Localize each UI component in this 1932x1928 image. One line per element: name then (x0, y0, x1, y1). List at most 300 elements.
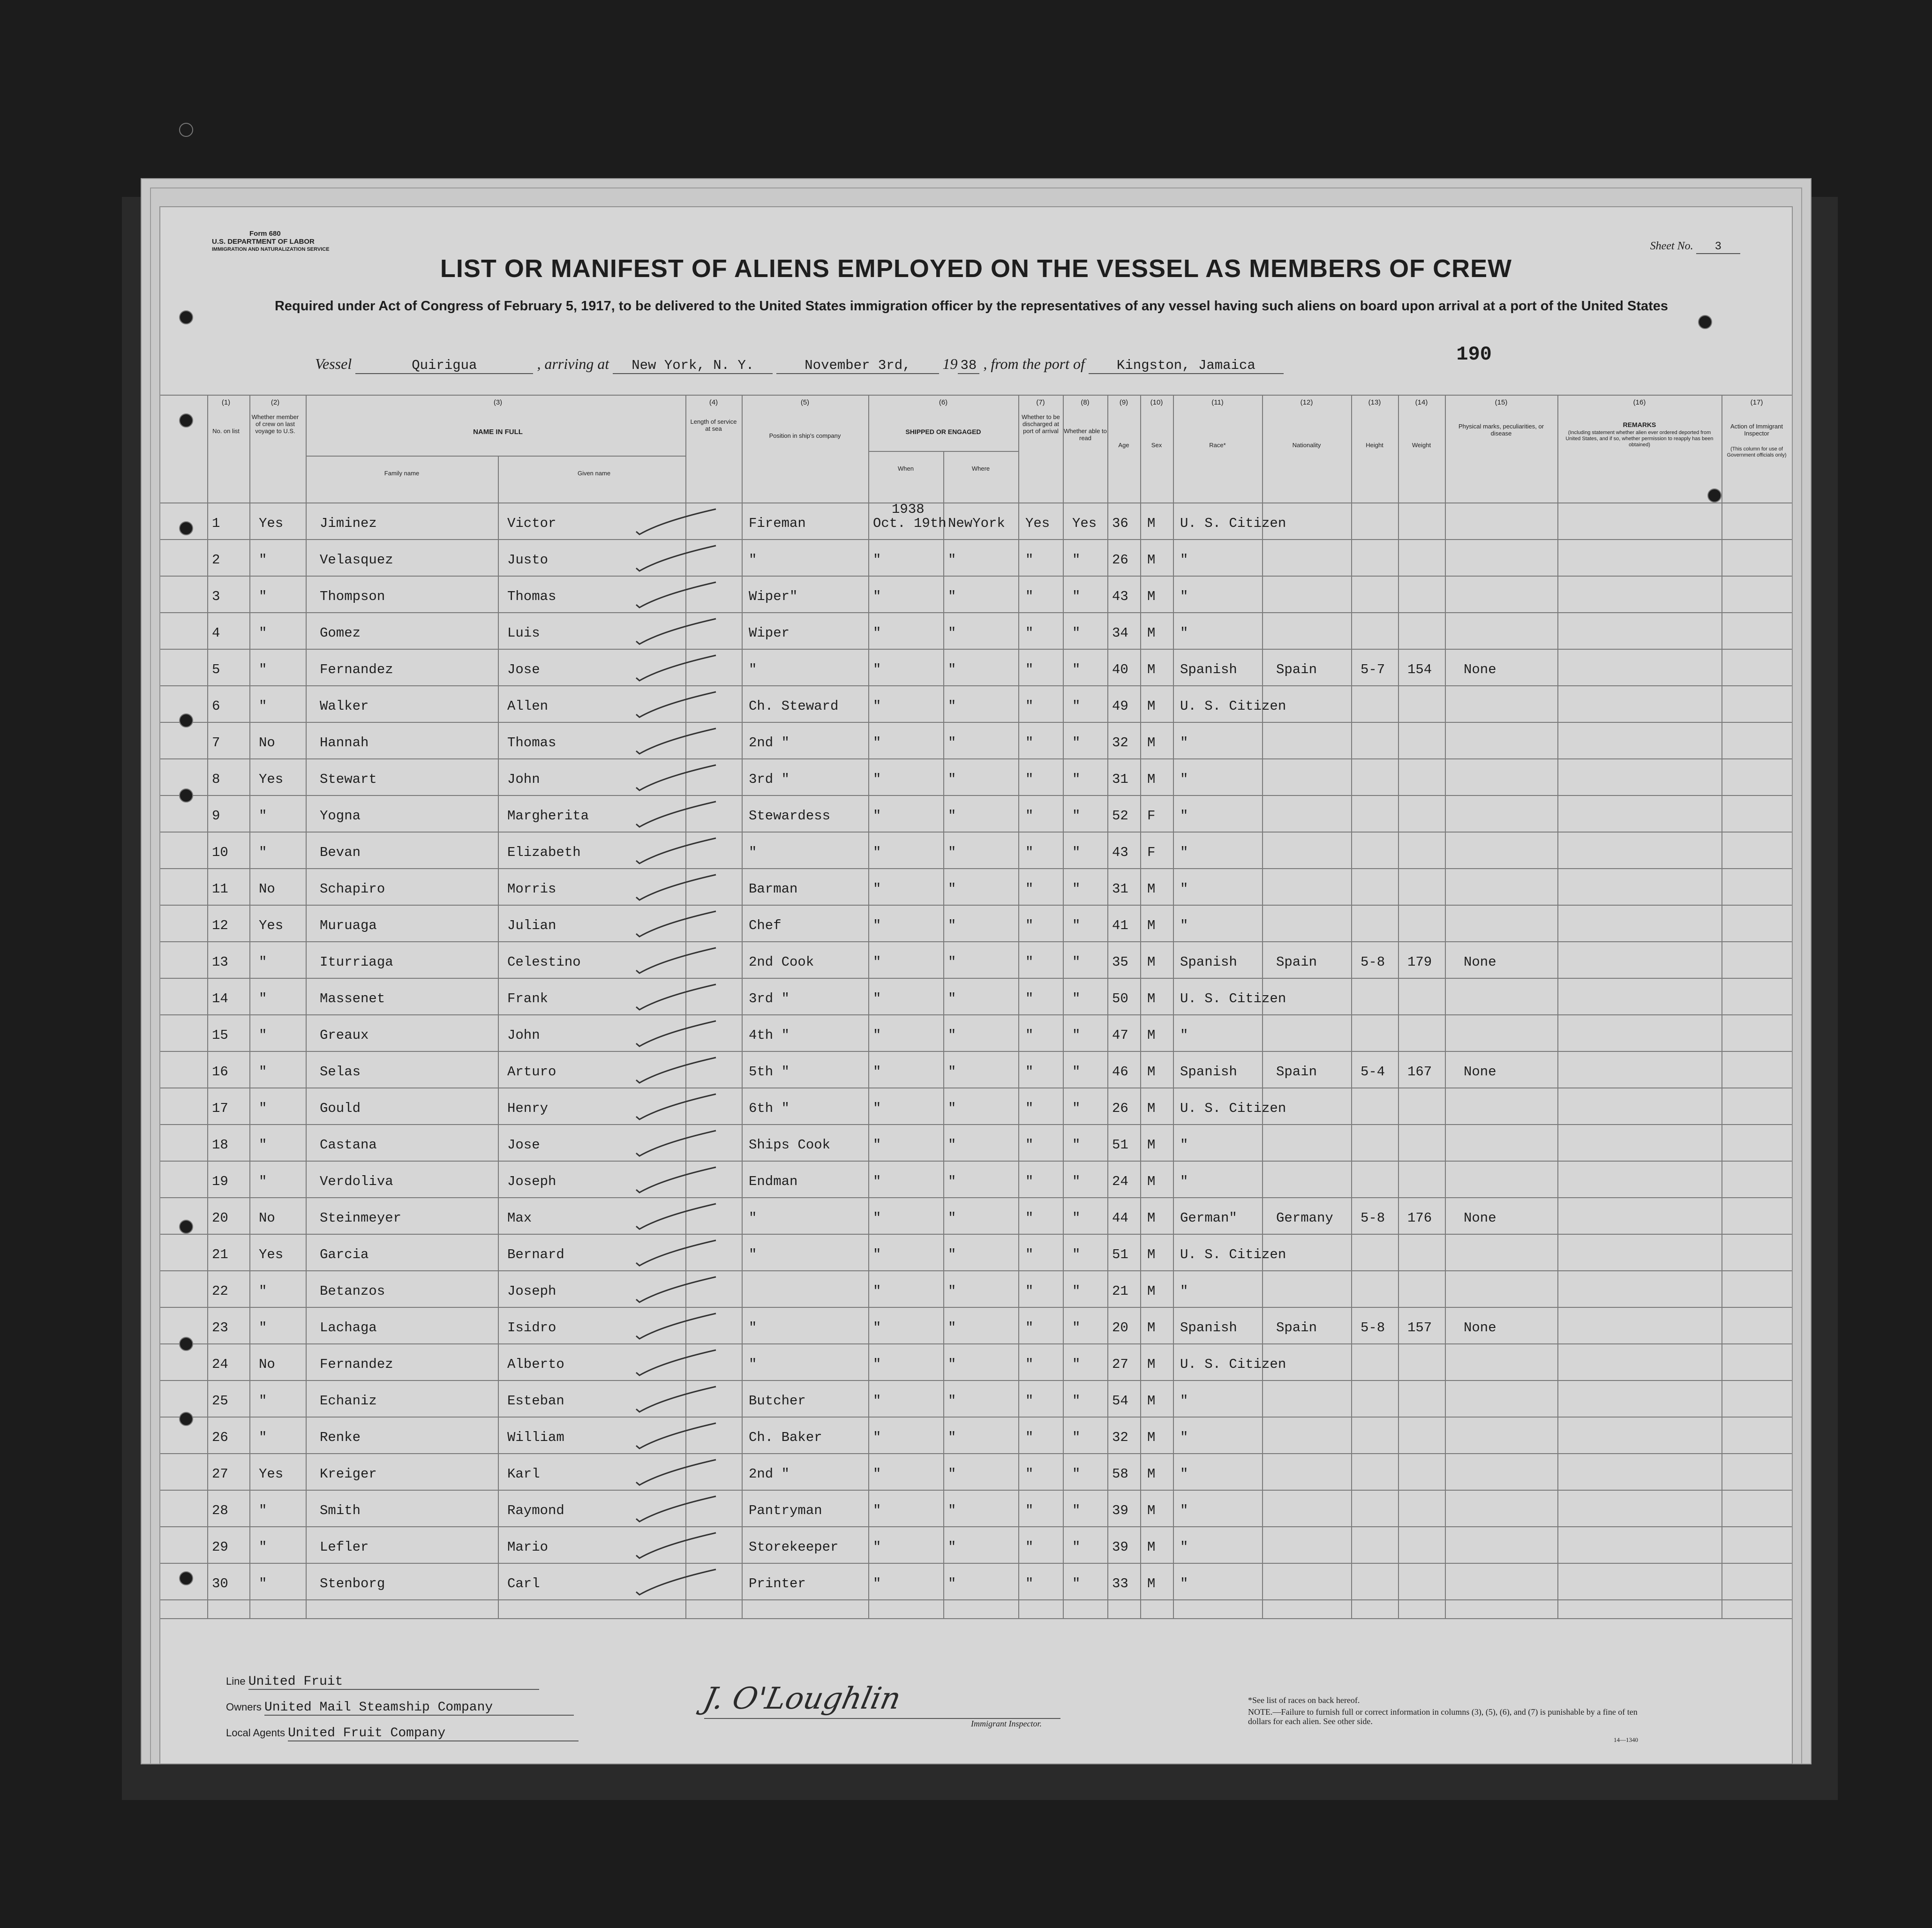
race-cell: " (1180, 772, 1188, 787)
given-name-cell: Margherita (507, 808, 589, 824)
position-cell: Storekeeper (749, 1539, 839, 1555)
able-to-read-cell: " (1072, 1357, 1081, 1372)
shipped-where-cell: " (948, 1357, 956, 1372)
year-suffix: 38 (958, 358, 980, 374)
row-number: 13 (212, 954, 228, 970)
checkmark-icon (634, 1458, 718, 1486)
last-voyage-cell: Yes (259, 516, 284, 531)
shipped-when-cell: " (873, 698, 881, 714)
physical-marks-cell: None (1464, 662, 1496, 677)
given-name-cell: Carl (507, 1576, 540, 1591)
shipped-when-cell: " (873, 1357, 881, 1372)
shipped-where-cell: " (948, 552, 956, 568)
grid-line (160, 1618, 1792, 1619)
position-cell: " (749, 662, 757, 677)
row-number: 16 (212, 1064, 228, 1080)
race-cell: " (1180, 735, 1188, 750)
age-cell: 35 (1112, 954, 1128, 970)
shipped-when-cell: " (873, 625, 881, 641)
able-to-read-cell: " (1072, 1174, 1081, 1189)
sheet-number-value: 3 (1696, 240, 1740, 254)
age-cell: 21 (1112, 1283, 1128, 1299)
row-number: 9 (212, 808, 220, 824)
footer-line (226, 1674, 539, 1690)
discharged-cell: " (1025, 735, 1034, 750)
family-name-cell: Castana (320, 1137, 377, 1153)
table-row (160, 1307, 1792, 1343)
position-cell: Pantryman (749, 1503, 822, 1518)
given-name-cell: William (507, 1430, 564, 1445)
sex-cell: F (1147, 808, 1156, 824)
table-row (160, 722, 1792, 758)
able-to-read-cell: " (1072, 881, 1081, 897)
weight-cell: 154 (1407, 662, 1432, 677)
given-name-cell: Arturo (507, 1064, 556, 1080)
discharged-cell: " (1025, 1357, 1034, 1372)
sex-cell: M (1147, 772, 1156, 787)
discharged-cell: " (1025, 772, 1034, 787)
row-number: 3 (212, 589, 220, 604)
shipped-where-cell: " (948, 1028, 956, 1043)
given-name-cell: Max (507, 1210, 532, 1226)
race-cell: Spanish (1180, 662, 1237, 677)
able-to-read-cell: " (1072, 954, 1081, 970)
race-cell: " (1180, 552, 1188, 568)
row-number: 17 (212, 1101, 228, 1116)
race-cell: U. S. Citizen (1180, 991, 1286, 1006)
shipped-where-cell: " (948, 772, 956, 787)
race-cell: " (1180, 881, 1188, 897)
given-name-cell: Celestino (507, 954, 581, 970)
punch-hole (179, 123, 193, 137)
shipped-where-cell: " (948, 845, 956, 860)
family-name-cell: Garcia (320, 1247, 369, 1262)
shipped-where-cell: " (948, 1210, 956, 1226)
punch-hole (179, 413, 193, 428)
race-cell: " (1180, 1576, 1188, 1591)
table-row (160, 905, 1792, 941)
nationality-cell: Spain (1276, 1064, 1317, 1080)
family-name-cell: Thompson (320, 589, 385, 604)
age-cell: 27 (1112, 1357, 1128, 1372)
checkmark-icon (634, 1494, 718, 1523)
position-cell: Ch. Baker (749, 1430, 822, 1445)
row-number: 19 (212, 1174, 228, 1189)
col-num-3: (3) (493, 398, 503, 406)
position-cell: Butcher (749, 1393, 806, 1409)
given-name-cell: Luis (507, 625, 540, 641)
age-cell: 32 (1112, 735, 1128, 750)
table-row (160, 1051, 1792, 1088)
race-cell: German" (1180, 1210, 1237, 1226)
row-number: 21 (212, 1247, 228, 1262)
checkmark-icon (634, 1129, 718, 1157)
age-cell: 41 (1112, 918, 1128, 933)
discharged-cell: " (1025, 1101, 1034, 1116)
family-name-cell: Massenet (320, 991, 385, 1006)
family-name-cell: Velasquez (320, 552, 393, 568)
last-voyage-cell: " (259, 552, 267, 568)
last-voyage-cell: " (259, 954, 267, 970)
position-cell: Ch. Steward (749, 698, 839, 714)
family-name-cell: Bevan (320, 845, 361, 860)
given-name-cell: Justo (507, 552, 549, 568)
table-row (160, 978, 1792, 1014)
row-number: 4 (212, 625, 220, 641)
last-voyage-cell: " (259, 1503, 267, 1518)
checkmark-icon (634, 1092, 718, 1120)
shipped-when-cell: " (873, 954, 881, 970)
nationality-cell: Spain (1276, 1320, 1317, 1335)
discharged-cell: " (1025, 1283, 1034, 1299)
family-name-cell: Steinmeyer (320, 1210, 402, 1226)
age-cell: 39 (1112, 1539, 1128, 1555)
table-row (160, 941, 1792, 978)
penalty-note: NOTE.—Failure to furnish full or correct information in columns (3), (5), (6), and (7) is punishable by a fine of ten dollars for each alien. See other side. (1248, 1707, 1638, 1726)
checkmark-icon (634, 580, 718, 608)
shipped-where-cell: " (948, 1393, 956, 1409)
age-cell: 24 (1112, 1174, 1128, 1189)
crew-table (160, 395, 1792, 1646)
checkmark-icon (634, 617, 718, 645)
shipped-year-cell: 1938 (892, 502, 925, 517)
able-to-read-cell: " (1072, 845, 1081, 860)
shipped-where-cell: " (948, 881, 956, 897)
row-number: 28 (212, 1503, 228, 1518)
shipped-when-cell: " (873, 589, 881, 604)
race-cell: " (1180, 1283, 1188, 1299)
able-to-read-cell: " (1072, 1283, 1081, 1299)
manifest-sheet (159, 206, 1793, 1764)
grid-line (160, 1599, 1792, 1600)
discharged-cell: " (1025, 1320, 1034, 1335)
shipped-when-cell: " (873, 1320, 881, 1335)
able-to-read-cell: " (1072, 1247, 1081, 1262)
shipped-where-cell: " (948, 808, 956, 824)
checkmark-icon (634, 800, 718, 828)
age-cell: 36 (1112, 516, 1128, 531)
shipped-when-cell: " (873, 1539, 881, 1555)
row-number: 8 (212, 772, 220, 787)
shipped-when-cell: " (873, 1466, 881, 1482)
sex-cell: M (1147, 1283, 1156, 1299)
position-cell: 2nd Cook (749, 954, 814, 970)
row-number: 11 (212, 881, 228, 897)
age-cell: 46 (1112, 1064, 1128, 1080)
table-row (160, 1124, 1792, 1161)
header-age: Age (1118, 442, 1129, 449)
checkmark-icon (634, 1238, 718, 1267)
shipped-where-cell: NewYork (948, 516, 1005, 531)
race-cell: Spanish (1180, 1064, 1237, 1080)
checkmark-icon (634, 1348, 718, 1376)
sex-cell: M (1147, 1539, 1156, 1555)
able-to-read-cell: " (1072, 662, 1081, 677)
position-cell: " (749, 1247, 757, 1262)
header-discharged: Whether to be discharged at port of arrival (1022, 413, 1060, 435)
header-remarks: REMARKS (1623, 421, 1656, 428)
family-name-cell: Smith (320, 1503, 361, 1518)
discharged-cell: " (1025, 589, 1034, 604)
header-when: When (898, 465, 914, 472)
col-num-8: (8) (1081, 398, 1090, 406)
last-voyage-cell: " (259, 808, 267, 824)
last-voyage-cell: " (259, 589, 267, 604)
family-name-cell: Kreiger (320, 1466, 377, 1482)
given-name-cell: Thomas (507, 735, 556, 750)
agents-value: United Fruit Company (288, 1726, 579, 1741)
race-cell: " (1180, 1503, 1188, 1518)
sex-cell: M (1147, 1028, 1156, 1043)
row-number: 29 (212, 1539, 228, 1555)
race-cell: " (1180, 1466, 1188, 1482)
last-voyage-cell: " (259, 845, 267, 860)
position-cell: 2nd " (749, 735, 790, 750)
discharged-cell: " (1025, 552, 1034, 568)
family-name-cell: Greaux (320, 1028, 369, 1043)
sex-cell: M (1147, 1393, 1156, 1409)
sex-cell: M (1147, 662, 1156, 677)
shipped-where-cell: " (948, 1174, 956, 1189)
able-to-read-cell: " (1072, 991, 1081, 1006)
last-voyage-cell: " (259, 1174, 267, 1189)
last-voyage-cell: " (259, 1539, 267, 1555)
physical-marks-cell: None (1464, 1320, 1496, 1335)
able-to-read-cell: " (1072, 1430, 1081, 1445)
discharged-cell: " (1025, 1137, 1034, 1153)
table-row (160, 1417, 1792, 1453)
row-number: 10 (212, 845, 228, 860)
header-height: Height (1366, 442, 1383, 449)
able-to-read-cell: " (1072, 589, 1081, 604)
position-cell: Ships Cook (749, 1137, 831, 1153)
age-cell: 58 (1112, 1466, 1128, 1482)
able-to-read-cell: " (1072, 1137, 1081, 1153)
header-race: Race* (1209, 442, 1226, 449)
header-inspector-note: (This column for use of Government officials only) (1727, 446, 1787, 458)
last-voyage-cell: No (259, 1357, 275, 1372)
able-to-read-cell: " (1072, 735, 1081, 750)
row-number: 6 (212, 698, 220, 714)
col-num-12: (12) (1300, 398, 1313, 406)
last-voyage-cell: " (259, 1576, 267, 1591)
race-cell: U. S. Citizen (1180, 1101, 1286, 1116)
nationality-cell: Germany (1276, 1210, 1333, 1226)
discharged-cell: Yes (1025, 516, 1050, 531)
agents-label: Local Agents (226, 1727, 285, 1739)
punch-hole (179, 521, 193, 535)
shipped-where-cell: " (948, 1466, 956, 1482)
position-cell: Fireman (749, 516, 806, 531)
given-name-cell: Karl (507, 1466, 540, 1482)
page-title: LIST OR MANIFEST OF ALIENS EMPLOYED ON THE VESSEL AS MEMBERS OF CREW (440, 255, 1512, 283)
age-cell: 39 (1112, 1503, 1128, 1518)
age-cell: 49 (1112, 698, 1128, 714)
from-port-label: , from the port of (983, 355, 1085, 372)
family-name-cell: Echaniz (320, 1393, 377, 1409)
given-name-cell: Victor (507, 516, 556, 531)
able-to-read-cell: " (1072, 918, 1081, 933)
row-number: 5 (212, 662, 220, 677)
position-cell: 3rd " (749, 991, 790, 1006)
race-cell: U. S. Citizen (1180, 516, 1286, 531)
discharged-cell: " (1025, 1174, 1034, 1189)
race-cell: " (1180, 625, 1188, 641)
shipped-where-cell: " (948, 1320, 956, 1335)
able-to-read-cell: " (1072, 1210, 1081, 1226)
family-name-cell: Lefler (320, 1539, 369, 1555)
shipped-where-cell: " (948, 662, 956, 677)
sheet-number-field (1650, 240, 1740, 253)
race-cell: Spanish (1180, 954, 1237, 970)
shipped-when-cell: " (873, 662, 881, 677)
col-num-14: (14) (1415, 398, 1428, 406)
year-prefix: 19 (942, 355, 958, 372)
physical-marks-cell: None (1464, 1210, 1496, 1226)
table-row (160, 1563, 1792, 1599)
table-row (160, 685, 1792, 722)
height-cell: 5-7 (1361, 662, 1385, 677)
sex-cell: M (1147, 954, 1156, 970)
discharged-cell: " (1025, 881, 1034, 897)
last-voyage-cell: Yes (259, 918, 284, 933)
shipped-where-cell: " (948, 1283, 956, 1299)
shipped-when-cell: " (873, 1137, 881, 1153)
shipped-when-cell: " (873, 1028, 881, 1043)
row-number: 1 (212, 516, 220, 531)
able-to-read-cell: " (1072, 1466, 1081, 1482)
shipped-where-cell: " (948, 1576, 956, 1591)
discharged-cell: " (1025, 918, 1034, 933)
age-cell: 52 (1112, 808, 1128, 824)
col-num-5: (5) (800, 398, 810, 406)
discharged-cell: " (1025, 1064, 1034, 1080)
family-name-cell: Gomez (320, 625, 361, 641)
table-row (160, 795, 1792, 832)
race-cell: " (1180, 845, 1188, 860)
checkmark-icon (634, 727, 718, 755)
given-name-cell: John (507, 1028, 540, 1043)
weight-cell: 157 (1407, 1320, 1432, 1335)
family-name-cell: Hannah (320, 735, 369, 750)
header-name-in-full: NAME IN FULL (473, 428, 523, 436)
grid-line (160, 395, 1792, 396)
position-cell: Wiper (749, 625, 790, 641)
shipped-when-cell: " (873, 735, 881, 750)
position-cell: " (749, 1357, 757, 1372)
checkmark-icon (634, 1421, 718, 1449)
height-cell: 5-4 (1361, 1064, 1385, 1080)
discharged-cell: " (1025, 1466, 1034, 1482)
checkmark-icon (634, 507, 718, 535)
col-num-11: (11) (1211, 398, 1224, 406)
voyage-line (315, 355, 1284, 373)
able-to-read-cell: " (1072, 808, 1081, 824)
sheet-number-label: Sheet No. (1650, 240, 1693, 252)
last-voyage-cell: " (259, 991, 267, 1006)
shipped-when-cell: " (873, 1283, 881, 1299)
sex-cell: M (1147, 1137, 1156, 1153)
age-cell: 51 (1112, 1137, 1128, 1153)
family-name-cell: Selas (320, 1064, 361, 1080)
punch-hole (179, 713, 193, 728)
inspector-signature (700, 1681, 1060, 1728)
table-row (160, 1343, 1792, 1380)
race-cell: " (1180, 1539, 1188, 1555)
able-to-read-cell: " (1072, 1393, 1081, 1409)
age-cell: 32 (1112, 1430, 1128, 1445)
checkmark-icon (634, 1531, 718, 1559)
discharged-cell: " (1025, 625, 1034, 641)
shipped-where-cell: " (948, 1247, 956, 1262)
position-cell: " (749, 1320, 757, 1335)
last-voyage-cell: " (259, 1283, 267, 1299)
checkmark-icon (634, 909, 718, 938)
shipped-when-cell: " (873, 881, 881, 897)
given-name-cell: Frank (507, 991, 549, 1006)
sex-cell: M (1147, 735, 1156, 750)
family-name-cell: Stenborg (320, 1576, 385, 1591)
last-voyage-cell: Yes (259, 772, 284, 787)
position-cell: Barman (749, 881, 798, 897)
discharged-cell: " (1025, 1576, 1034, 1591)
family-name-cell: Iturriaga (320, 954, 393, 970)
inspector-label: Immigrant Inspector. (971, 1719, 1042, 1728)
family-name-cell: Walker (320, 698, 369, 714)
shipped-when-cell: " (873, 808, 881, 824)
sex-cell: M (1147, 552, 1156, 568)
sex-cell: M (1147, 918, 1156, 933)
races-note: *See list of races on back hereof. (1248, 1695, 1360, 1705)
discharged-cell: " (1025, 1430, 1034, 1445)
discharged-cell: " (1025, 1393, 1034, 1409)
checkmark-icon (634, 836, 718, 864)
age-cell: 43 (1112, 845, 1128, 860)
last-voyage-cell: " (259, 1101, 267, 1116)
line-value: United Fruit (248, 1674, 539, 1690)
given-name-cell: Jose (507, 662, 540, 677)
sex-cell: M (1147, 1101, 1156, 1116)
header-nationality: Nationality (1292, 442, 1321, 449)
last-voyage-cell: No (259, 735, 275, 750)
weight-cell: 179 (1407, 954, 1432, 970)
sex-cell: M (1147, 991, 1156, 1006)
family-name-cell: Verdoliva (320, 1174, 393, 1189)
race-cell: Spanish (1180, 1320, 1237, 1335)
age-cell: 33 (1112, 1576, 1128, 1591)
punch-hole (179, 788, 193, 803)
race-cell: " (1180, 918, 1188, 933)
height-cell: 5-8 (1361, 1210, 1385, 1226)
table-row (160, 1526, 1792, 1563)
family-name-cell: Fernandez (320, 1357, 393, 1372)
table-row (160, 1161, 1792, 1197)
discharged-cell: " (1025, 1539, 1034, 1555)
race-cell: U. S. Citizen (1180, 1357, 1286, 1372)
punch-hole (179, 310, 193, 324)
given-name-cell: Jose (507, 1137, 540, 1153)
punch-hole (1698, 315, 1712, 329)
stamp-number: 190 (1456, 343, 1492, 366)
arrival-date: November 3rd, (776, 358, 939, 374)
shipped-when-cell: " (873, 1247, 881, 1262)
table-row (160, 1234, 1792, 1270)
able-to-read-cell: " (1072, 1539, 1081, 1555)
family-name-cell: Gould (320, 1101, 361, 1116)
able-to-read-cell: " (1072, 698, 1081, 714)
shipped-where-cell: " (948, 1137, 956, 1153)
age-cell: 20 (1112, 1320, 1128, 1335)
